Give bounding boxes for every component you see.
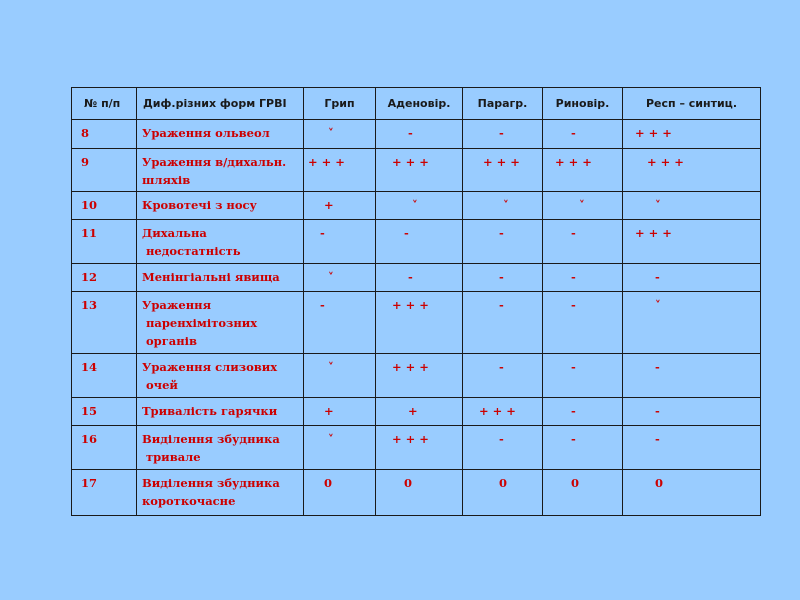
grip-cell: +	[304, 398, 376, 426]
header-grip: Грип	[304, 88, 376, 120]
rino-cell: 0	[543, 470, 623, 516]
grip-cell: -	[304, 292, 376, 354]
resp-cell: -	[623, 398, 761, 426]
row-number-cell: 14	[72, 354, 137, 398]
row-feature-cell: Ураження слизових очей	[137, 354, 304, 398]
table-row	[72, 149, 761, 192]
resp-cell: 0	[623, 470, 761, 516]
paragr-cell: + + +	[463, 398, 543, 426]
resp-cell: -	[623, 426, 761, 470]
table-row	[72, 220, 761, 264]
grip-cell: + + +	[304, 149, 376, 192]
row-number-cell: 9	[72, 149, 137, 192]
paragr-cell: -	[463, 220, 543, 264]
adeno-cell: -	[376, 264, 463, 292]
header-number: № п/п	[72, 88, 137, 120]
adeno-cell: -	[376, 220, 463, 264]
rino-cell: -	[543, 426, 623, 470]
row-number-cell: 10	[72, 192, 137, 220]
row-number-cell: 11	[72, 220, 137, 264]
row-feature-cell: Кровотечі з носу	[137, 192, 304, 220]
rino-cell: -	[543, 292, 623, 354]
row-number-cell: 13	[72, 292, 137, 354]
row-number-cell: 17	[72, 470, 137, 516]
rino-cell: -	[543, 220, 623, 264]
row-feature-cell: Виділення збудника короткочасне	[137, 470, 304, 516]
row-number-cell: 16	[72, 426, 137, 470]
table-row	[72, 292, 761, 354]
grip-cell: ˅	[304, 426, 376, 470]
grip-cell: ˅	[304, 354, 376, 398]
row-feature-cell: Менінгіальні явища	[137, 264, 304, 292]
adeno-cell: + + +	[376, 426, 463, 470]
grip-cell: 0	[304, 470, 376, 516]
row-number-cell: 12	[72, 264, 137, 292]
header-rino: Риновір.	[543, 88, 623, 120]
row-feature-cell: Тривалість гарячки	[137, 398, 304, 426]
header-feature: Диф.різних форм ГРВІ	[137, 88, 304, 120]
row-feature-cell: Ураження в/дихальн. шляхів	[137, 149, 304, 192]
table-row	[72, 192, 761, 220]
rino-cell: -	[543, 264, 623, 292]
paragr-cell: ˅	[463, 192, 543, 220]
resp-cell: -	[623, 264, 761, 292]
table-row	[72, 120, 761, 149]
paragr-cell: + + +	[463, 149, 543, 192]
header-paragr: Парагр.	[463, 88, 543, 120]
adeno-cell: 0	[376, 470, 463, 516]
paragr-cell: -	[463, 354, 543, 398]
row-feature-cell: Ураження паренхімітозних органів	[137, 292, 304, 354]
resp-cell: + + +	[623, 220, 761, 264]
adeno-cell: -	[376, 120, 463, 149]
adeno-cell: ˅	[376, 192, 463, 220]
grip-cell: +	[304, 192, 376, 220]
resp-cell: -	[623, 354, 761, 398]
resp-cell: ˅	[623, 192, 761, 220]
resp-cell: + + +	[623, 120, 761, 149]
row-feature-cell: Виділення збудника тривале	[137, 426, 304, 470]
header-resp: Респ – синтиц.	[623, 88, 761, 120]
paragr-cell: -	[463, 292, 543, 354]
table-row	[72, 426, 761, 470]
row-number-cell: 15	[72, 398, 137, 426]
paragr-cell: 0	[463, 470, 543, 516]
table-row	[72, 354, 761, 398]
row-feature-cell: Ураження ольвеол	[137, 120, 304, 149]
table-row	[72, 264, 761, 292]
adeno-cell: + + +	[376, 149, 463, 192]
table-header-row	[72, 88, 761, 120]
table-row	[72, 470, 761, 516]
rino-cell: + + +	[543, 149, 623, 192]
paragr-cell: -	[463, 426, 543, 470]
paragr-cell: -	[463, 264, 543, 292]
rino-cell: ˅	[543, 192, 623, 220]
resp-cell: ˅	[623, 292, 761, 354]
paragr-cell: -	[463, 120, 543, 149]
comparison-table	[71, 87, 761, 516]
table-row	[72, 398, 761, 426]
rino-cell: -	[543, 120, 623, 149]
adeno-cell: + + +	[376, 292, 463, 354]
adeno-cell: +	[376, 398, 463, 426]
row-number-cell: 8	[72, 120, 137, 149]
rino-cell: -	[543, 398, 623, 426]
grip-cell: ˅	[304, 120, 376, 149]
rino-cell: -	[543, 354, 623, 398]
grip-cell: -	[304, 220, 376, 264]
header-adeno: Аденовір.	[376, 88, 463, 120]
resp-cell: + + +	[623, 149, 761, 192]
adeno-cell: + + +	[376, 354, 463, 398]
row-feature-cell: Дихальна недостатність	[137, 220, 304, 264]
grip-cell: ˅	[304, 264, 376, 292]
